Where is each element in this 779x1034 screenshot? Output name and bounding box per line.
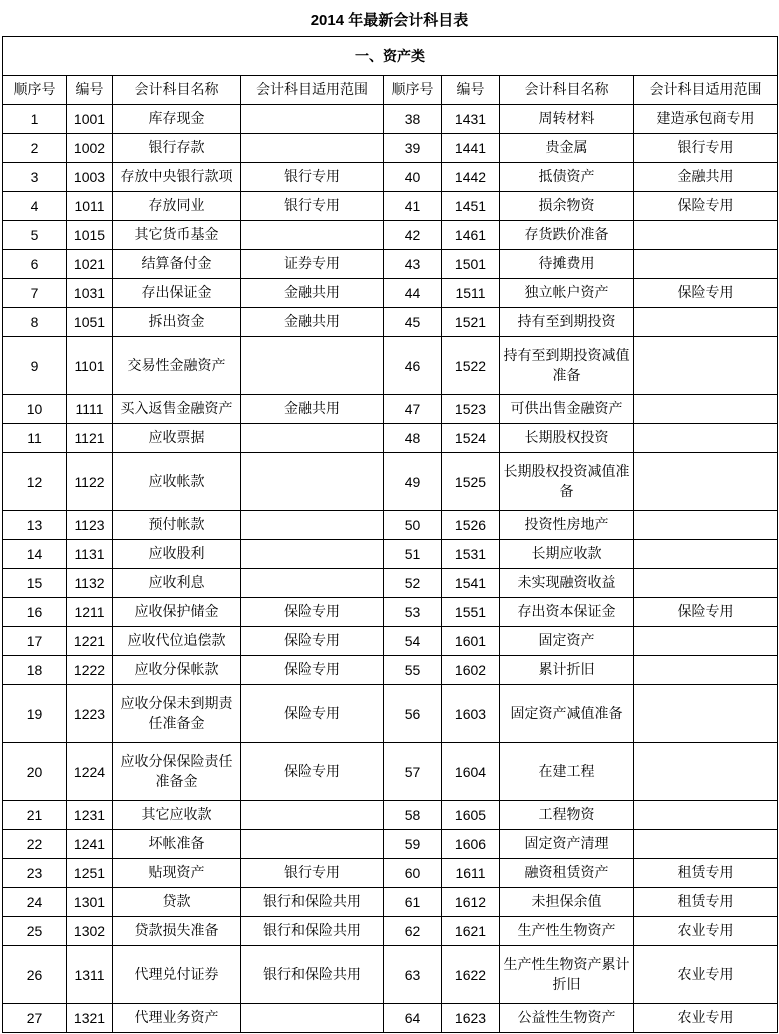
left-name-cell: 存放同业 [113, 192, 241, 221]
right-code-cell: 1531 [442, 540, 500, 569]
right-seq-cell: 56 [384, 685, 442, 743]
right-code-cell: 1611 [442, 859, 500, 888]
left-seq-cell: 20 [3, 743, 67, 801]
left-scope-cell: 金融共用 [241, 308, 384, 337]
right-scope-cell [634, 801, 778, 830]
table-row [3, 279, 778, 308]
left-seq-cell: 19 [3, 685, 67, 743]
left-seq-cell: 8 [3, 308, 67, 337]
right-seq-cell: 46 [384, 337, 442, 395]
left-scope-cell: 银行和保险共用 [241, 917, 384, 946]
left-seq-cell: 16 [3, 598, 67, 627]
right-seq-cell: 50 [384, 511, 442, 540]
header-cell: 会计科目适用范围 [634, 76, 778, 105]
right-scope-cell [634, 453, 778, 511]
left-scope-cell: 保险专用 [241, 627, 384, 656]
table-row [3, 163, 778, 192]
left-scope-cell: 保险专用 [241, 656, 384, 685]
left-name-cell: 应收帐款 [113, 453, 241, 511]
right-seq-cell: 42 [384, 221, 442, 250]
right-name-cell: 固定资产清理 [500, 830, 634, 859]
right-name-cell: 周转材料 [500, 105, 634, 134]
right-code-cell: 1606 [442, 830, 500, 859]
left-scope-cell: 保险专用 [241, 598, 384, 627]
document-title: 2014 年最新会计科目表 [310, 12, 469, 29]
right-scope-cell [634, 424, 778, 453]
right-scope-cell: 农业专用 [634, 1004, 778, 1033]
right-seq-cell: 54 [384, 627, 442, 656]
right-name-cell: 未担保余值 [500, 888, 634, 917]
account-table [2, 36, 778, 1033]
left-name-cell: 应收保护储金 [113, 598, 241, 627]
section-title: 一、资产类 [3, 37, 778, 76]
right-scope-cell [634, 395, 778, 424]
right-code-cell: 1605 [442, 801, 500, 830]
left-name-cell: 应收分保帐款 [113, 656, 241, 685]
left-scope-cell [241, 221, 384, 250]
left-seq-cell: 6 [3, 250, 67, 279]
right-seq-cell: 40 [384, 163, 442, 192]
right-scope-cell: 租赁专用 [634, 859, 778, 888]
right-code-cell: 1612 [442, 888, 500, 917]
right-seq-cell: 64 [384, 1004, 442, 1033]
table-row [3, 859, 778, 888]
left-code-cell: 1223 [67, 685, 113, 743]
left-name-cell: 代理业务资产 [113, 1004, 241, 1033]
right-code-cell: 1541 [442, 569, 500, 598]
left-scope-cell: 银行专用 [241, 192, 384, 221]
right-code-cell: 1461 [442, 221, 500, 250]
left-seq-cell: 10 [3, 395, 67, 424]
left-code-cell: 1021 [67, 250, 113, 279]
left-name-cell: 库存现金 [113, 105, 241, 134]
right-scope-cell [634, 656, 778, 685]
right-seq-cell: 41 [384, 192, 442, 221]
right-name-cell: 长期股权投资 [500, 424, 634, 453]
left-code-cell: 1011 [67, 192, 113, 221]
left-code-cell: 1121 [67, 424, 113, 453]
left-scope-cell: 金融共用 [241, 279, 384, 308]
left-scope-cell: 金融共用 [241, 395, 384, 424]
right-code-cell: 1451 [442, 192, 500, 221]
left-seq-cell: 27 [3, 1004, 67, 1033]
right-code-cell: 1604 [442, 743, 500, 801]
left-scope-cell: 保险专用 [241, 743, 384, 801]
left-scope-cell [241, 134, 384, 163]
right-name-cell: 固定资产 [500, 627, 634, 656]
right-seq-cell: 48 [384, 424, 442, 453]
left-name-cell: 贷款损失准备 [113, 917, 241, 946]
left-name-cell: 应收利息 [113, 569, 241, 598]
table-row [3, 627, 778, 656]
table-row [3, 743, 778, 801]
right-name-cell: 公益性生物资产 [500, 1004, 634, 1033]
table-row [3, 946, 778, 1004]
table-row [3, 598, 778, 627]
left-seq-cell: 1 [3, 105, 67, 134]
right-name-cell: 损余物资 [500, 192, 634, 221]
left-name-cell: 预付帐款 [113, 511, 241, 540]
left-name-cell: 存出保证金 [113, 279, 241, 308]
table-row [3, 511, 778, 540]
header-cell: 编号 [67, 76, 113, 105]
right-name-cell: 固定资产减值准备 [500, 685, 634, 743]
right-name-cell: 长期股权投资减值准备 [500, 453, 634, 511]
table-row [3, 830, 778, 859]
right-seq-cell: 47 [384, 395, 442, 424]
right-name-cell: 累计折旧 [500, 656, 634, 685]
right-name-cell: 可供出售金融资产 [500, 395, 634, 424]
right-scope-cell [634, 221, 778, 250]
table-row [3, 685, 778, 743]
left-seq-cell: 13 [3, 511, 67, 540]
right-seq-cell: 52 [384, 569, 442, 598]
right-seq-cell: 58 [384, 801, 442, 830]
left-scope-cell [241, 424, 384, 453]
table-row [3, 801, 778, 830]
left-code-cell: 1131 [67, 540, 113, 569]
right-scope-cell: 金融共用 [634, 163, 778, 192]
right-seq-cell: 57 [384, 743, 442, 801]
table-row [3, 1004, 778, 1033]
left-code-cell: 1001 [67, 105, 113, 134]
left-scope-cell [241, 105, 384, 134]
right-name-cell: 投资性房地产 [500, 511, 634, 540]
right-seq-cell: 39 [384, 134, 442, 163]
left-seq-cell: 9 [3, 337, 67, 395]
right-code-cell: 1603 [442, 685, 500, 743]
left-seq-cell: 26 [3, 946, 67, 1004]
right-code-cell: 1526 [442, 511, 500, 540]
header-row [3, 76, 778, 105]
table-row [3, 337, 778, 395]
left-name-cell: 贷款 [113, 888, 241, 917]
right-code-cell: 1621 [442, 917, 500, 946]
right-scope-cell [634, 830, 778, 859]
left-code-cell: 1321 [67, 1004, 113, 1033]
header-cell: 编号 [442, 76, 500, 105]
left-seq-cell: 2 [3, 134, 67, 163]
right-scope-cell: 租赁专用 [634, 888, 778, 917]
left-seq-cell: 11 [3, 424, 67, 453]
right-seq-cell: 61 [384, 888, 442, 917]
right-scope-cell [634, 685, 778, 743]
right-code-cell: 1525 [442, 453, 500, 511]
left-seq-cell: 22 [3, 830, 67, 859]
header-cell: 会计科目适用范围 [241, 76, 384, 105]
table-row [3, 395, 778, 424]
right-scope-cell: 农业专用 [634, 917, 778, 946]
right-name-cell: 抵债资产 [500, 163, 634, 192]
left-scope-cell: 证券专用 [241, 250, 384, 279]
right-name-cell: 生产性生物资产 [500, 917, 634, 946]
right-seq-cell: 38 [384, 105, 442, 134]
right-scope-cell: 农业专用 [634, 946, 778, 1004]
right-code-cell: 1522 [442, 337, 500, 395]
left-name-cell: 结算备付金 [113, 250, 241, 279]
right-name-cell: 贵金属 [500, 134, 634, 163]
right-seq-cell: 60 [384, 859, 442, 888]
left-seq-cell: 12 [3, 453, 67, 511]
left-name-cell: 应收代位追偿款 [113, 627, 241, 656]
right-name-cell: 未实现融资收益 [500, 569, 634, 598]
left-seq-cell: 5 [3, 221, 67, 250]
left-seq-cell: 17 [3, 627, 67, 656]
right-code-cell: 1501 [442, 250, 500, 279]
right-code-cell: 1523 [442, 395, 500, 424]
left-name-cell: 应收分保未到期责任准备金 [113, 685, 241, 743]
left-code-cell: 1123 [67, 511, 113, 540]
left-scope-cell: 银行专用 [241, 859, 384, 888]
left-code-cell: 1132 [67, 569, 113, 598]
right-scope-cell: 建造承包商专用 [634, 105, 778, 134]
left-code-cell: 1231 [67, 801, 113, 830]
right-name-cell: 在建工程 [500, 743, 634, 801]
right-code-cell: 1551 [442, 598, 500, 627]
table-row [3, 888, 778, 917]
header-cell: 顺序号 [384, 76, 442, 105]
right-scope-cell: 保险专用 [634, 279, 778, 308]
left-scope-cell: 银行和保险共用 [241, 946, 384, 1004]
left-code-cell: 1301 [67, 888, 113, 917]
right-code-cell: 1442 [442, 163, 500, 192]
right-seq-cell: 43 [384, 250, 442, 279]
right-scope-cell [634, 337, 778, 395]
right-scope-cell [634, 308, 778, 337]
left-code-cell: 1221 [67, 627, 113, 656]
right-seq-cell: 62 [384, 917, 442, 946]
table-row [3, 308, 778, 337]
left-name-cell: 坏帐准备 [113, 830, 241, 859]
left-code-cell: 1003 [67, 163, 113, 192]
table-row [3, 540, 778, 569]
left-name-cell: 交易性金融资产 [113, 337, 241, 395]
table-row [3, 656, 778, 685]
table-row [3, 134, 778, 163]
left-seq-cell: 7 [3, 279, 67, 308]
right-scope-cell [634, 569, 778, 598]
left-code-cell: 1211 [67, 598, 113, 627]
right-scope-cell [634, 250, 778, 279]
right-name-cell: 工程物资 [500, 801, 634, 830]
left-seq-cell: 4 [3, 192, 67, 221]
left-name-cell: 其它货币基金 [113, 221, 241, 250]
left-code-cell: 1051 [67, 308, 113, 337]
left-scope-cell: 银行和保险共用 [241, 888, 384, 917]
left-name-cell: 应收分保保险责任准备金 [113, 743, 241, 801]
right-seq-cell: 59 [384, 830, 442, 859]
right-code-cell: 1524 [442, 424, 500, 453]
left-code-cell: 1101 [67, 337, 113, 395]
left-seq-cell: 18 [3, 656, 67, 685]
right-scope-cell [634, 627, 778, 656]
left-scope-cell [241, 540, 384, 569]
left-code-cell: 1031 [67, 279, 113, 308]
table-row [3, 192, 778, 221]
left-name-cell: 应收股利 [113, 540, 241, 569]
right-code-cell: 1602 [442, 656, 500, 685]
left-scope-cell: 保险专用 [241, 685, 384, 743]
header-cell: 会计科目名称 [113, 76, 241, 105]
right-name-cell: 融资租赁资产 [500, 859, 634, 888]
right-name-cell: 长期应收款 [500, 540, 634, 569]
left-code-cell: 1002 [67, 134, 113, 163]
left-seq-cell: 15 [3, 569, 67, 598]
header-cell: 顺序号 [3, 76, 67, 105]
table-row [3, 917, 778, 946]
right-code-cell: 1601 [442, 627, 500, 656]
right-name-cell: 存出资本保证金 [500, 598, 634, 627]
table-row [3, 569, 778, 598]
right-seq-cell: 53 [384, 598, 442, 627]
right-scope-cell: 银行专用 [634, 134, 778, 163]
left-scope-cell [241, 569, 384, 598]
right-scope-cell [634, 540, 778, 569]
right-name-cell: 待摊费用 [500, 250, 634, 279]
right-name-cell: 独立帐户资产 [500, 279, 634, 308]
left-name-cell: 其它应收款 [113, 801, 241, 830]
left-seq-cell: 23 [3, 859, 67, 888]
right-scope-cell: 保险专用 [634, 598, 778, 627]
right-code-cell: 1441 [442, 134, 500, 163]
right-scope-cell: 保险专用 [634, 192, 778, 221]
left-name-cell: 应收票据 [113, 424, 241, 453]
right-seq-cell: 49 [384, 453, 442, 511]
right-code-cell: 1431 [442, 105, 500, 134]
left-name-cell: 买入返售金融资产 [113, 395, 241, 424]
left-code-cell: 1224 [67, 743, 113, 801]
left-code-cell: 1111 [67, 395, 113, 424]
right-code-cell: 1623 [442, 1004, 500, 1033]
table-row [3, 453, 778, 511]
left-code-cell: 1122 [67, 453, 113, 511]
right-seq-cell: 51 [384, 540, 442, 569]
left-name-cell: 存放中央银行款项 [113, 163, 241, 192]
left-code-cell: 1251 [67, 859, 113, 888]
left-code-cell: 1302 [67, 917, 113, 946]
left-scope-cell [241, 511, 384, 540]
left-code-cell: 1241 [67, 830, 113, 859]
left-scope-cell [241, 830, 384, 859]
left-seq-cell: 24 [3, 888, 67, 917]
right-seq-cell: 63 [384, 946, 442, 1004]
right-seq-cell: 44 [384, 279, 442, 308]
left-code-cell: 1222 [67, 656, 113, 685]
left-name-cell: 银行存款 [113, 134, 241, 163]
right-name-cell: 持有至到期投资减值准备 [500, 337, 634, 395]
left-scope-cell: 银行专用 [241, 163, 384, 192]
right-name-cell: 存货跌价准备 [500, 221, 634, 250]
left-scope-cell [241, 337, 384, 395]
table-row [3, 250, 778, 279]
left-scope-cell [241, 801, 384, 830]
left-seq-cell: 21 [3, 801, 67, 830]
right-code-cell: 1622 [442, 946, 500, 1004]
left-scope-cell [241, 1004, 384, 1033]
right-code-cell: 1521 [442, 308, 500, 337]
left-name-cell: 代理兑付证券 [113, 946, 241, 1004]
header-cell: 会计科目名称 [500, 76, 634, 105]
right-name-cell: 生产性生物资产累计折旧 [500, 946, 634, 1004]
left-seq-cell: 25 [3, 917, 67, 946]
right-scope-cell [634, 511, 778, 540]
table-row [3, 221, 778, 250]
right-name-cell: 持有至到期投资 [500, 308, 634, 337]
left-name-cell: 拆出资金 [113, 308, 241, 337]
left-code-cell: 1311 [67, 946, 113, 1004]
left-seq-cell: 3 [3, 163, 67, 192]
left-code-cell: 1015 [67, 221, 113, 250]
left-name-cell: 贴现资产 [113, 859, 241, 888]
table-row [3, 424, 778, 453]
table-row [3, 105, 778, 134]
right-scope-cell [634, 743, 778, 801]
right-code-cell: 1511 [442, 279, 500, 308]
section-row [3, 37, 778, 76]
right-seq-cell: 45 [384, 308, 442, 337]
right-seq-cell: 55 [384, 656, 442, 685]
left-scope-cell [241, 453, 384, 511]
left-seq-cell: 14 [3, 540, 67, 569]
